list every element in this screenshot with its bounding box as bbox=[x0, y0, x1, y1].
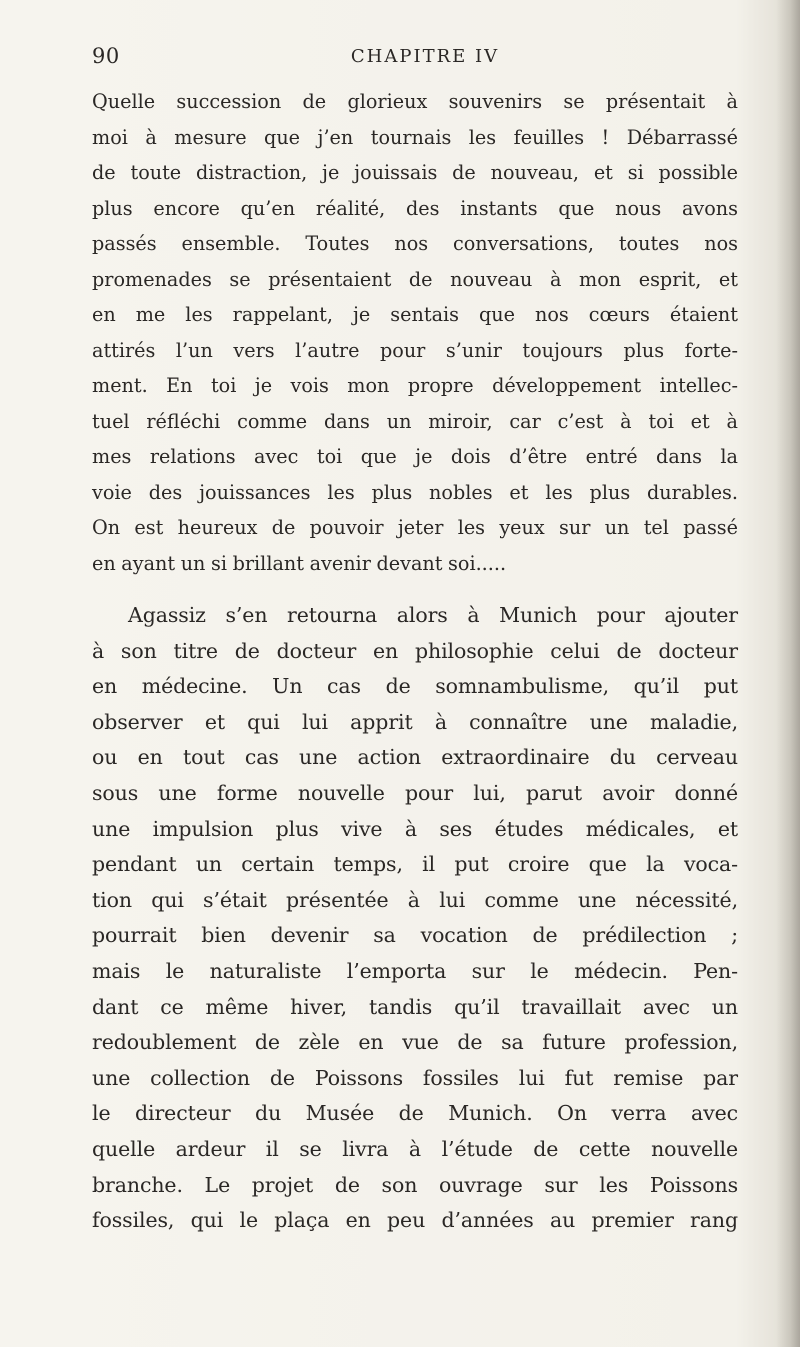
text-line: passés ensemble. Toutes nos conversations, toutes nos bbox=[92, 232, 738, 255]
text-line: ment. En toi je vois mon propre développement intellec- bbox=[92, 374, 738, 397]
page-edge-shadow bbox=[776, 0, 800, 1347]
text-line: redoublement de zèle en vue de sa future profession, bbox=[92, 1030, 738, 1055]
text-line: attirés l’un vers l’autre pour s’unir toujours plus forte- bbox=[92, 338, 738, 362]
text-line: de toute distraction, je jouissais de nouveau, et si possible bbox=[92, 161, 738, 184]
text-line: ou en tout cas une action extraordinaire du cerveau bbox=[92, 745, 738, 770]
page-number: 90 bbox=[92, 44, 120, 68]
text-line: mais le naturaliste l’emporta sur le médecin. Pen- bbox=[92, 958, 738, 983]
text-line: Agassiz s’en retourna alors à Munich pour ajouter bbox=[128, 603, 738, 627]
text-line: pendant un certain temps, il put croire que la voca- bbox=[92, 852, 738, 877]
page-header bbox=[92, 44, 738, 72]
text-line: moi à mesure que j’en tournais les feuilles ! Débarrassé bbox=[92, 125, 738, 149]
text-line: voie des jouissances les plus nobles et les plus durables. bbox=[92, 480, 738, 504]
text-line: tuel réfléchi comme dans un miroir, car c’est à toi et à bbox=[92, 409, 738, 433]
text-line: tion qui s’était présentée à lui comme une nécessité, bbox=[92, 887, 738, 912]
text-line: une impulsion plus vive à ses études médicales, et bbox=[92, 816, 738, 841]
text-line: pourrait bien devenir sa vocation de prédilection ; bbox=[92, 923, 738, 948]
text-line: en médecine. Un cas de somnambulisme, qu’il put bbox=[92, 674, 738, 699]
text-line: une collection de Poissons fossiles lui fut remise par bbox=[92, 1065, 738, 1090]
text-line: en me les rappelant, je sentais que nos cœurs étaient bbox=[92, 303, 738, 326]
paragraph-letter-quote bbox=[92, 84, 738, 581]
text-line: fossiles, qui le plaça en peu d’années au premier rang bbox=[92, 1208, 738, 1233]
paragraph-narrative bbox=[92, 598, 738, 1239]
text-line: mes relations avec toi que je dois d’être entré dans la bbox=[92, 445, 738, 468]
running-head: CHAPITRE IV bbox=[350, 46, 500, 67]
text-line: à son titre de docteur en philosophie celui de docteur bbox=[92, 638, 738, 663]
text-line: plus encore qu’en réalité, des instants que nous avons bbox=[92, 196, 738, 220]
text-line: quelle ardeur il se livra à l’étude de cette nouvelle bbox=[92, 1136, 738, 1161]
text-line: Quelle succession de glorieux souvenirs se présentait à bbox=[92, 90, 738, 113]
text-line: promenades se présentaient de nouveau à mon esprit, et bbox=[92, 267, 738, 291]
text-line: sous une forme nouvelle pour lui, parut avoir donné bbox=[92, 780, 738, 805]
text-line: en ayant un si brillant avenir devant soi..... bbox=[92, 551, 507, 575]
text-line: observer et qui lui apprit à connaître une maladie, bbox=[92, 709, 738, 734]
text-line: On est heureux de pouvoir jeter les yeux sur un tel passé bbox=[92, 516, 738, 539]
text-line: dant ce même hiver, tandis qu’il travaillait avec un bbox=[92, 994, 738, 1019]
text-line: le directeur du Musée de Munich. On verra avec bbox=[92, 1101, 738, 1126]
text-line: branche. Le projet de son ouvrage sur les Poissons bbox=[92, 1172, 738, 1197]
body-text bbox=[92, 84, 738, 1239]
